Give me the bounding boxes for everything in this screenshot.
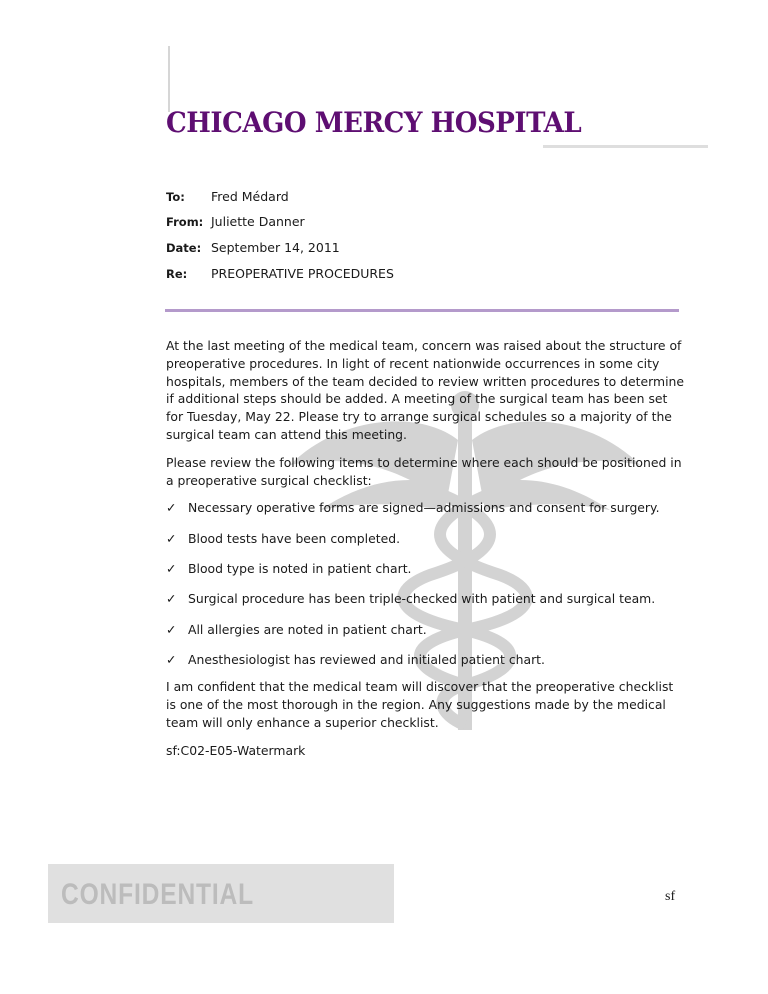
- memo-from: [166, 214, 305, 229]
- checkmark-icon: ✓: [166, 500, 177, 516]
- reference-line: sf:C02-E05-Watermark: [166, 742, 306, 758]
- checklist-item-text: Surgical procedure has been triple-checked with patient and surgical team.: [188, 591, 656, 607]
- memo-re: [166, 266, 394, 281]
- hospital-title: CHICAGO MERCY HOSPITAL: [166, 106, 582, 139]
- memo-date: [166, 240, 340, 255]
- checklist-item: [166, 560, 686, 590]
- confidential-banner: [48, 864, 394, 923]
- decorative-vertical-line: [168, 46, 170, 112]
- checkmark-icon: ✓: [166, 621, 177, 637]
- paragraph-review: Please review the following items to determine where each should be positioned in a preoperative surgical checklist:: [166, 454, 682, 488]
- to-label: To:: [166, 190, 185, 204]
- checklist-item-text: Anesthesiologist has reviewed and initialed patient chart.: [188, 651, 545, 667]
- footer-initials: sf: [665, 889, 676, 904]
- memo-body: [166, 337, 686, 769]
- checkmark-icon: ✓: [166, 651, 177, 667]
- checkmark-icon: ✓: [166, 560, 177, 576]
- checkmark-icon: ✓: [166, 591, 177, 607]
- from-value: Juliette Danner: [211, 214, 305, 229]
- checklist: [166, 499, 686, 681]
- checklist-item: [166, 590, 686, 620]
- checklist-item: [166, 621, 686, 651]
- checklist-item-text: Blood tests have been completed.: [188, 530, 401, 546]
- checklist-item-text: Blood type is noted in patient chart.: [188, 560, 412, 576]
- from-label: From:: [166, 215, 204, 229]
- paragraph-intro: At the last meeting of the medical team, concern was raised about the structure of preoperative procedures. In light of recent nationwide occurrences in some city hospitals, members of the team decided to review written procedures to determine if additional steps should be added. A meeting of the surgical team has been set for Tuesday, May 22. Please try to arrange surgical schedules so a majority of the surgical team can attend this meeting.: [166, 338, 685, 442]
- decorative-horizontal-line: [543, 145, 708, 148]
- checklist-item-text: All allergies are noted in patient chart.: [188, 621, 427, 637]
- re-value: PREOPERATIVE PROCEDURES: [211, 266, 394, 281]
- checklist-item: [166, 651, 686, 681]
- checklist-item: [166, 499, 686, 529]
- checklist-item-text: Necessary operative forms are signed—admissions and consent for surgery.: [188, 500, 660, 516]
- checkmark-icon: ✓: [166, 530, 177, 546]
- paragraph-closing: I am confident that the medical team will discover that the preoperative checklist is one of the most thorough in the region. Any suggestions made by the medical team will only enhance a superior checklist.: [166, 679, 674, 730]
- date-label: Date:: [166, 241, 202, 255]
- header-divider: [165, 309, 679, 312]
- memo-to: [166, 189, 289, 204]
- confidential-text: CONFIDENTIAL: [61, 878, 254, 911]
- to-value: Fred Médard: [211, 189, 289, 204]
- checklist-item: [166, 530, 686, 560]
- date-value: September 14, 2011: [211, 240, 340, 255]
- re-label: Re:: [166, 267, 188, 281]
